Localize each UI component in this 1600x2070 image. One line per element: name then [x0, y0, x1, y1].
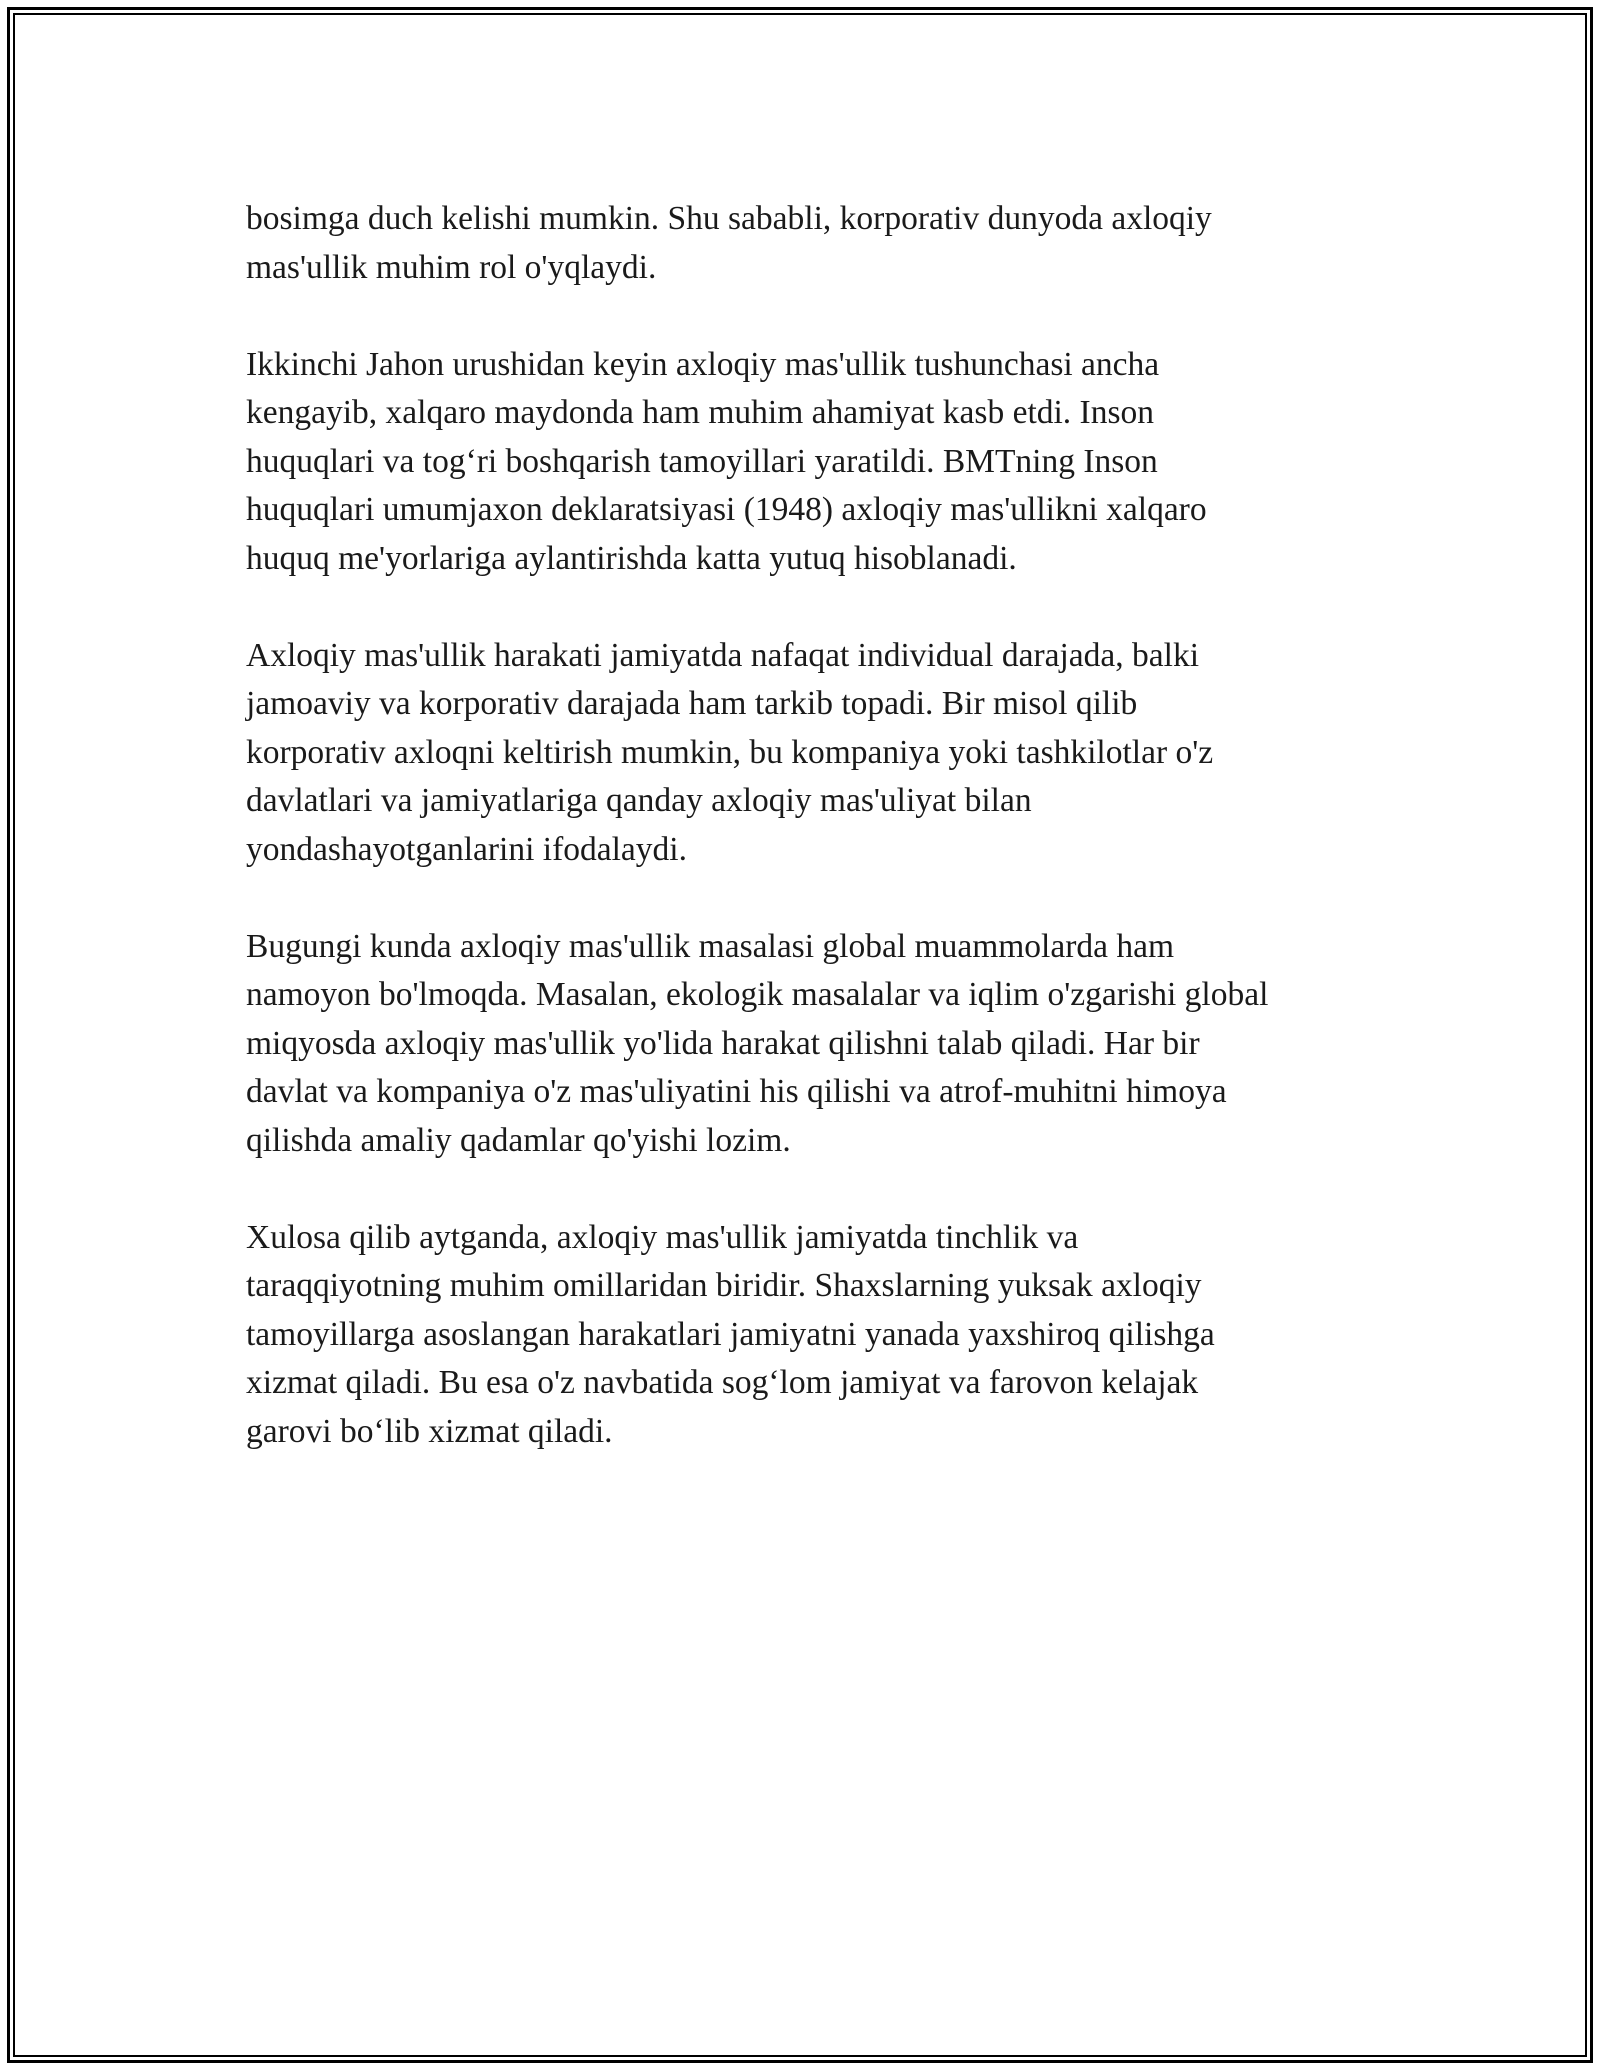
text-line: namoyon bo'lmoqda. Masalan, ekologik masalalar va iqlim o'zgarishi global [246, 976, 1269, 1013]
text-line: Ikkinchi Jahon urushidan keyin axloqiy mas'ullik tushunchasi ancha [246, 345, 1160, 383]
text-line: yondashayotganlarini ifodalaydi. [246, 830, 687, 868]
text-line: Xulosa qilib aytganda, axloqiy mas'ullik jamiyatda tinchlik va [246, 1218, 1079, 1256]
text-line: huquqlari va tog‘ri boshqarish tamoyillari yaratildi. BMTning Inson [246, 442, 1158, 480]
text-line: davlat va kompaniya o'z mas'uliyatini his qilishi va atrof-muhitni himoya [246, 1073, 1227, 1110]
paragraph-gap [246, 1165, 1376, 1214]
text-line: davlatlari va jamiyatlariga qanday axloqiy mas'uliyat bilan [246, 782, 1032, 819]
paragraph-2 [246, 341, 1376, 584]
text-line: qilishda amaliy qadamlar qo'yishi lozim. [246, 1121, 791, 1159]
page-border [7, 7, 1593, 2063]
paragraph-5 [246, 1214, 1376, 1457]
paragraph-gap [246, 874, 1376, 923]
text-line: kengayib, xalqaro maydonda ham muhim ahamiyat kasb etdi. Inson [246, 394, 1155, 431]
text-line: Bugungi kunda axloqiy mas'ullik masalasi global muammolarda ham [246, 927, 1175, 965]
text-line: garovi bo‘lib xizmat qiladi. [246, 1412, 613, 1450]
text-line: taraqqiyotning muhim omillaridan biridir. Shaxslarning yuksak axloqiy [246, 1267, 1202, 1304]
text-line: xizmat qiladi. Bu esa o'z navbatida sog‘lom jamiyat va farovon kelajak [246, 1364, 1199, 1401]
document-body [246, 195, 1376, 1456]
text-line: tamoyillarga asoslangan harakatlari jamiyatni yanada yaxshiroq qilishga [246, 1315, 1215, 1353]
text-line: Axloqiy mas'ullik harakati jamiyatda nafaqat individual darajada, balki [246, 636, 1200, 674]
paragraph-gap [246, 292, 1376, 341]
text-line: huquq me'yorlariga aylantirishda katta yutuq hisoblanadi. [246, 539, 1017, 577]
paragraph-1 [246, 195, 1376, 292]
text-line: mas'ullik muhim rol o'yqlaydi. [246, 248, 657, 286]
paragraph-gap [246, 583, 1376, 632]
text-line: bosimga duch kelishi mumkin. Shu sababli, korporativ dunyoda axloqiy [246, 200, 1212, 237]
paragraph-4 [246, 923, 1376, 1166]
text-line: korporativ axloqni keltirish mumkin, bu kompaniya yoki tashkilotlar o'z [246, 733, 1214, 771]
paragraph-3 [246, 632, 1376, 875]
text-line: jamoaviy va korporativ darajada ham tarkib topadi. Bir misol qilib [246, 685, 1138, 722]
text-line: miqyosda axloqiy mas'ullik yo'lida harakat qilishni talab qiladi. Har bir [246, 1024, 1200, 1062]
text-line: huquqlari umumjaxon deklaratsiyasi (1948) axloqiy mas'ullikni xalqaro [246, 491, 1207, 528]
